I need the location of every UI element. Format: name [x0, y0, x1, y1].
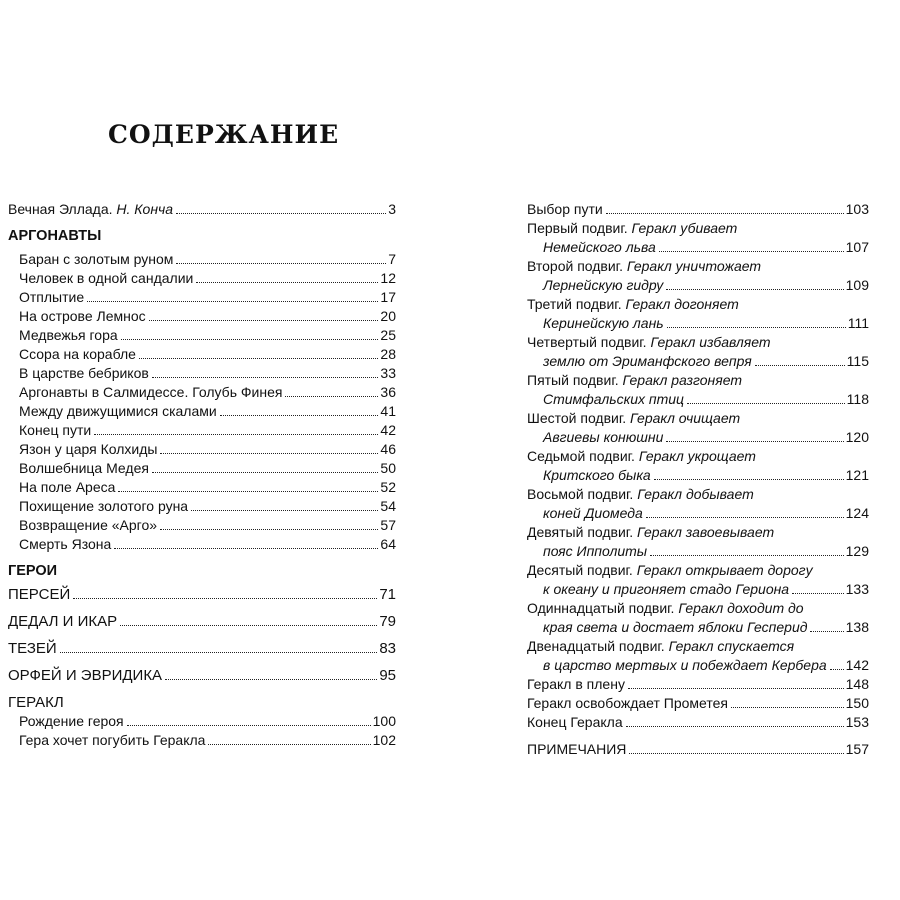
labour-title: [527, 371, 869, 390]
labour-title: [527, 599, 869, 618]
leader-dots: [220, 415, 379, 416]
page-number: 42: [380, 422, 396, 438]
leader-dots: [118, 491, 378, 492]
section-heading-heracles: ГЕРАКЛ: [8, 694, 64, 711]
toc-entry: В царстве бебриков 33: [19, 365, 396, 381]
labour-desc-cont: пояс Ипполиты: [543, 543, 648, 559]
toc-entry-perseus: ПЕРСЕЙ 71: [8, 586, 396, 603]
leader-dots: [666, 289, 843, 290]
page-number: 7: [388, 251, 396, 267]
page-number: 54: [380, 498, 396, 514]
toc-entry-choice: Выбор пути 103: [527, 201, 869, 217]
page-number: 150: [845, 695, 869, 711]
leader-dots: [666, 441, 843, 442]
page-number: 138: [845, 619, 869, 635]
leader-dots: [176, 213, 386, 214]
leader-dots: [191, 510, 378, 511]
toc-entry-orpheus: ОРФЕЙ И ЭВРИДИКА 95: [8, 667, 396, 684]
toc-entry-daedalus: ДЕДАЛ И ИКАР 79: [8, 613, 396, 630]
leader-dots: [120, 625, 377, 626]
leader-dots: [792, 593, 844, 594]
leader-dots: [139, 358, 379, 359]
intro-author: Н. Конча: [116, 201, 174, 217]
page-number: 118: [846, 391, 869, 407]
toc-entry: Аргонавты в Салмидессе. Голубь Финея 36: [19, 384, 396, 400]
labour-title: [527, 523, 869, 542]
page-number: 36: [380, 384, 396, 400]
toc-entry-labour: [527, 238, 869, 257]
leader-dots: [755, 365, 845, 366]
toc-entry-labour: [527, 466, 869, 485]
page-number: 129: [845, 543, 869, 559]
labour-desc: Геракл открывает дорогу: [636, 562, 813, 578]
section-heading-heroes: ГЕРОИ: [8, 563, 58, 579]
page-number: 83: [379, 640, 396, 657]
leader-dots: [654, 479, 844, 480]
leader-dots: [626, 726, 844, 727]
labour-lead: Первый подвиг.: [527, 220, 632, 236]
leader-dots: [160, 529, 378, 530]
leader-dots: [731, 707, 844, 708]
labour-desc: Геракл доходит до: [678, 600, 804, 616]
toc-entry-labour: [527, 504, 869, 523]
page-number: 33: [380, 365, 396, 381]
page-number: 95: [379, 667, 396, 684]
page-number: 57: [380, 517, 396, 533]
page-number: 109: [845, 277, 869, 293]
toc-entry: На острове Лемнос 20: [19, 308, 396, 324]
labour-title: [527, 561, 869, 580]
labour-desc: Геракл разгоняет: [622, 372, 743, 388]
leader-dots: [830, 669, 844, 670]
page-title: СОДЕРЖАНИЕ: [108, 120, 340, 149]
page-number: 12: [380, 270, 396, 286]
page-number: 100: [372, 713, 396, 729]
labour-lead: Седьмой подвиг.: [527, 448, 639, 464]
toc-entry-labour: [527, 618, 869, 637]
labour-desc-cont: Критского быка: [543, 467, 651, 483]
labour-desc: Геракл избавляет: [650, 334, 771, 350]
labour-desc: Геракл добывает: [637, 486, 754, 502]
page-number: 148: [845, 676, 869, 692]
labour-desc-cont: землю от Эриманфского вепря: [543, 353, 752, 369]
labour-desc: Геракл уничтожает: [626, 258, 762, 274]
leader-dots: [646, 517, 844, 518]
toc-right-column: [527, 200, 869, 759]
labour-lead: Второй подвиг.: [527, 258, 627, 274]
leader-dots: [687, 403, 845, 404]
entry-label: Геракл в плену: [527, 676, 625, 692]
labour-desc-cont: Лернейскую гидру: [543, 277, 664, 293]
toc-entry-intro: Вечная Эллада. Н. Конча 3: [8, 201, 396, 217]
labour-desc-cont: к океану и пригоняет стадо Гериона: [543, 581, 790, 597]
leader-dots: [629, 753, 843, 754]
toc-entry: Отплытие 17: [19, 289, 396, 305]
labour-desc-cont: Керинейскую лань: [543, 315, 664, 331]
labour-desc: Геракл спускается: [668, 638, 795, 654]
page-number: 17: [380, 289, 396, 305]
labour-desc: Геракл укрощает: [638, 448, 756, 464]
toc-entry: Между движущимися скалами 41: [19, 403, 396, 419]
labour-title: [527, 447, 869, 466]
labour-desc: Геракл убивает: [631, 220, 738, 236]
page-number: 124: [845, 505, 869, 521]
leader-dots: [149, 320, 379, 321]
labour-lead: Десятый подвиг.: [527, 562, 637, 578]
labour-desc-cont: Стимфальских птиц: [543, 391, 685, 407]
toc-entry-labour: [527, 276, 869, 295]
labour-lead: Одиннадцатый подвиг.: [527, 600, 679, 616]
page-number: 115: [846, 353, 869, 369]
leader-dots: [606, 213, 844, 214]
page-number: 133: [845, 581, 869, 597]
labour-lead: Восьмой подвиг.: [527, 486, 638, 502]
labour-desc: Геракл очищает: [630, 410, 741, 426]
labour-lead: Третий подвиг.: [527, 296, 626, 312]
labour-desc: Геракл догоняет: [625, 296, 739, 312]
toc-entry-labour: [527, 428, 869, 447]
page-number: 3: [388, 201, 396, 217]
leader-dots: [94, 434, 378, 435]
leader-dots: [165, 679, 377, 680]
toc-left-column: [8, 200, 396, 750]
leader-dots: [60, 652, 378, 653]
leader-dots: [114, 548, 378, 549]
page-number: 25: [380, 327, 396, 343]
page-number: 103: [845, 201, 869, 217]
toc-entry-notes: [527, 740, 869, 759]
labour-title: [527, 295, 869, 314]
toc-entry: Ссора на корабле 28: [19, 346, 396, 362]
leader-dots: [650, 555, 844, 556]
toc-entry: Волшебница Медея 50: [19, 460, 396, 476]
toc-entry: [527, 694, 869, 713]
toc-entry: Смерть Язона 64: [19, 536, 396, 552]
leader-dots: [152, 377, 379, 378]
toc-entry: Рождение героя 100: [19, 713, 396, 729]
labour-desc: Геракл завоевывает: [636, 524, 775, 540]
leader-dots: [160, 453, 378, 454]
labour-title: [527, 485, 869, 504]
page-number: 50: [380, 460, 396, 476]
page-number: 111: [847, 315, 869, 331]
labour-title: [527, 409, 869, 428]
toc-entry-labour: [527, 314, 869, 333]
toc-entry-labour: [527, 352, 869, 371]
labour-desc-cont: края света и достает яблоки Гесперид: [543, 619, 808, 635]
leader-dots: [196, 282, 378, 283]
toc-entry-labour: [527, 390, 869, 409]
page-number: 71: [379, 586, 396, 603]
toc-entry: [527, 713, 869, 732]
leader-dots: [152, 472, 378, 473]
leader-dots: [285, 396, 378, 397]
toc-entry: Конец пути 42: [19, 422, 396, 438]
labour-lead: Девятый подвиг.: [527, 524, 637, 540]
page-number: 153: [845, 714, 869, 730]
page-number: 28: [380, 346, 396, 362]
entry-label: Конец Геракла: [527, 714, 623, 730]
leader-dots: [87, 301, 378, 302]
leader-dots: [667, 327, 846, 328]
labour-lead: Четвертый подвиг.: [527, 334, 651, 350]
labour-desc-cont: коней Диомеда: [543, 505, 643, 521]
toc-entry: Язон у царя Колхиды 46: [19, 441, 396, 457]
leader-dots: [628, 688, 844, 689]
page-number: 64: [380, 536, 396, 552]
toc-entry-labour: [527, 580, 869, 599]
leader-dots: [659, 251, 844, 252]
toc-entry: На поле Ареса 52: [19, 479, 396, 495]
section-heading-argonauts: АРГОНАВТЫ: [8, 228, 102, 244]
labour-desc-cont: Авгиевы конюшни: [543, 429, 664, 445]
toc-entry: Баран с золотым руном 7: [19, 251, 396, 267]
labour-lead: Двенадцатый подвиг.: [527, 638, 669, 654]
labour-desc-cont: в царство мертвых и побеждает Кербера: [543, 657, 827, 673]
page-number: 79: [379, 613, 396, 630]
page-number: 107: [845, 239, 869, 255]
labour-title: [527, 257, 869, 276]
leader-dots: [73, 598, 377, 599]
leader-dots: [127, 725, 371, 726]
labour-lead: Пятый подвиг.: [527, 372, 623, 388]
labour-title: [527, 637, 869, 656]
page-number: 20: [380, 308, 396, 324]
page-number: 142: [845, 657, 869, 673]
leader-dots: [810, 631, 843, 632]
leader-dots: [176, 263, 386, 264]
entry-label: ПРИМЕЧАНИЯ: [527, 741, 627, 757]
toc-entry: Человек в одной сандалии 12: [19, 270, 396, 286]
leader-dots: [121, 339, 379, 340]
leader-dots: [208, 744, 370, 745]
toc-entry-labour: [527, 542, 869, 561]
labour-title: [527, 219, 869, 238]
page-number: 102: [372, 732, 396, 748]
page-number: 157: [845, 741, 869, 757]
toc-entry: Медвежья гора 25: [19, 327, 396, 343]
page-number: 120: [845, 429, 869, 445]
toc-entry: Похищение золотого руна 54: [19, 498, 396, 514]
toc-entry: Возвращение «Арго» 57: [19, 517, 396, 533]
entry-label: Геракл освобождает Прометея: [527, 695, 728, 711]
toc-entry: Гера хочет погубить Геракла 102: [19, 732, 396, 748]
page-number: 52: [380, 479, 396, 495]
page-number: 41: [380, 403, 396, 419]
toc-entry: [527, 675, 869, 694]
toc-entry-labour: [527, 656, 869, 675]
page-number: 46: [380, 441, 396, 457]
page-number: 121: [845, 467, 869, 483]
labour-lead: Шестой подвиг.: [527, 410, 631, 426]
labour-desc-cont: Немейского льва: [543, 239, 656, 255]
toc-entry-theseus: ТЕЗЕЙ 83: [8, 640, 396, 657]
labour-title: [527, 333, 869, 352]
